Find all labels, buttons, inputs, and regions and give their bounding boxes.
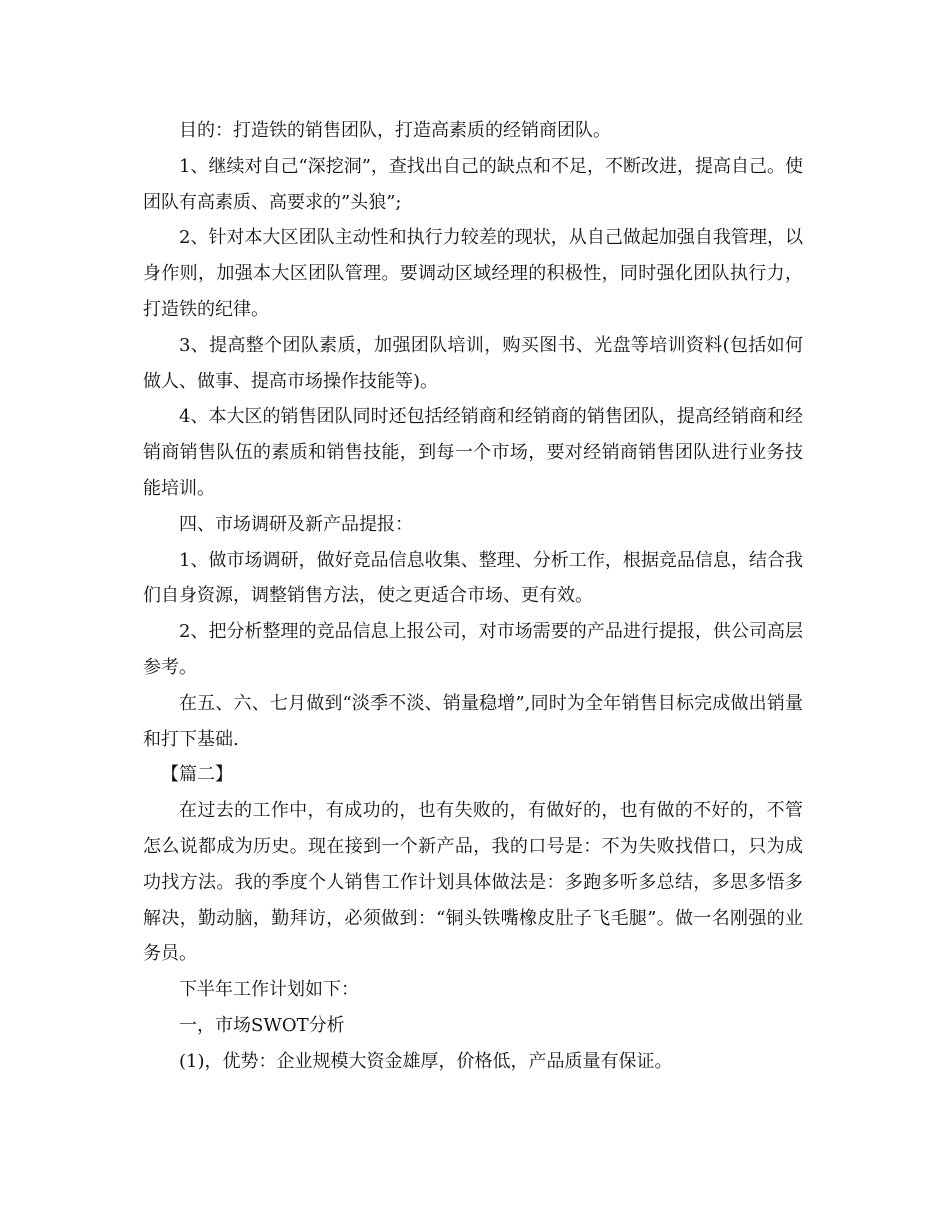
- paragraph-plan-intro: 下半年工作计划如下：: [179, 979, 359, 1001]
- section-heading-part-two: 【篇二】: [161, 764, 233, 786]
- section-heading-market-research: 四、市场调研及新产品提报：: [179, 513, 413, 535]
- paragraph-goal: 目的：打造铁的销售团队，打造高素质的经销商团队。: [179, 120, 611, 141]
- paragraph-swot-strengths: (1)，优势：企业规模大资金雄厚，价格低，产品质量有保证。: [179, 1050, 673, 1072]
- paragraph-research-2: 2、把分析整理的竞品信息上报公司，对市场需要的产品进行提报，供公司高层参考。: [143, 621, 803, 678]
- paragraph-item-4: 4、本大区的销售团队同时还包括经销商和经销商的销售团队，提高经销商和经销商销售队伍的素质和销售技能，到每一个市场，要对经销商销售团队进行业务技能培训。: [143, 406, 803, 499]
- paragraph-part-two-intro: 在过去的工作中，有成功的，也有失败的，有做好的，也有做的不好的，不管怎么说都成为历史。现在接到一个新产品，我的口号是：不为失败找借口，只为成功找方法。我的季度个人销售工作计划具体做法是：多跑多听多总结，多思多悟多解决，勤动脑，勤拜访，必须做到：“铜头铁嘴橡皮肚子飞毛腿”。做一名刚强的业务员。: [143, 800, 803, 965]
- document-body: [143, 113, 803, 1080]
- paragraph-item-2: 2、针对本大区团队主动性和执行力较差的现状，从自己做起加强自我管理，以身作则，加强本大区团队管理。要调动区域经理的积极性，同时强化团队执行力，打造铁的纪律。: [143, 227, 803, 320]
- paragraph-item-3: 3、提高整个团队素质，加强团队培训，购买图书、光盘等培训资料(包括如何做人、做事、提高市场操作技能等)。: [143, 334, 803, 392]
- paragraph-summer-target: 在五、六、七月做到“淡季不淡、销量稳增”,同时为全年销售目标完成做出销量和打下基础.: [143, 692, 803, 750]
- paragraph-research-1: 1、做市场调研，做好竞品信息收集、整理、分析工作，根据竞品信息，结合我们自身资源，调整销售方法，使之更适合市场、更有效。: [143, 549, 803, 607]
- paragraph-item-1: 1、继续对自己“深挖洞”，查找出自己的缺点和不足，不断改进，提高自己。使团队有高素质、高要求的”头狼”;: [143, 155, 803, 213]
- section-heading-swot: 一，市场SWOT分析: [179, 1014, 345, 1036]
